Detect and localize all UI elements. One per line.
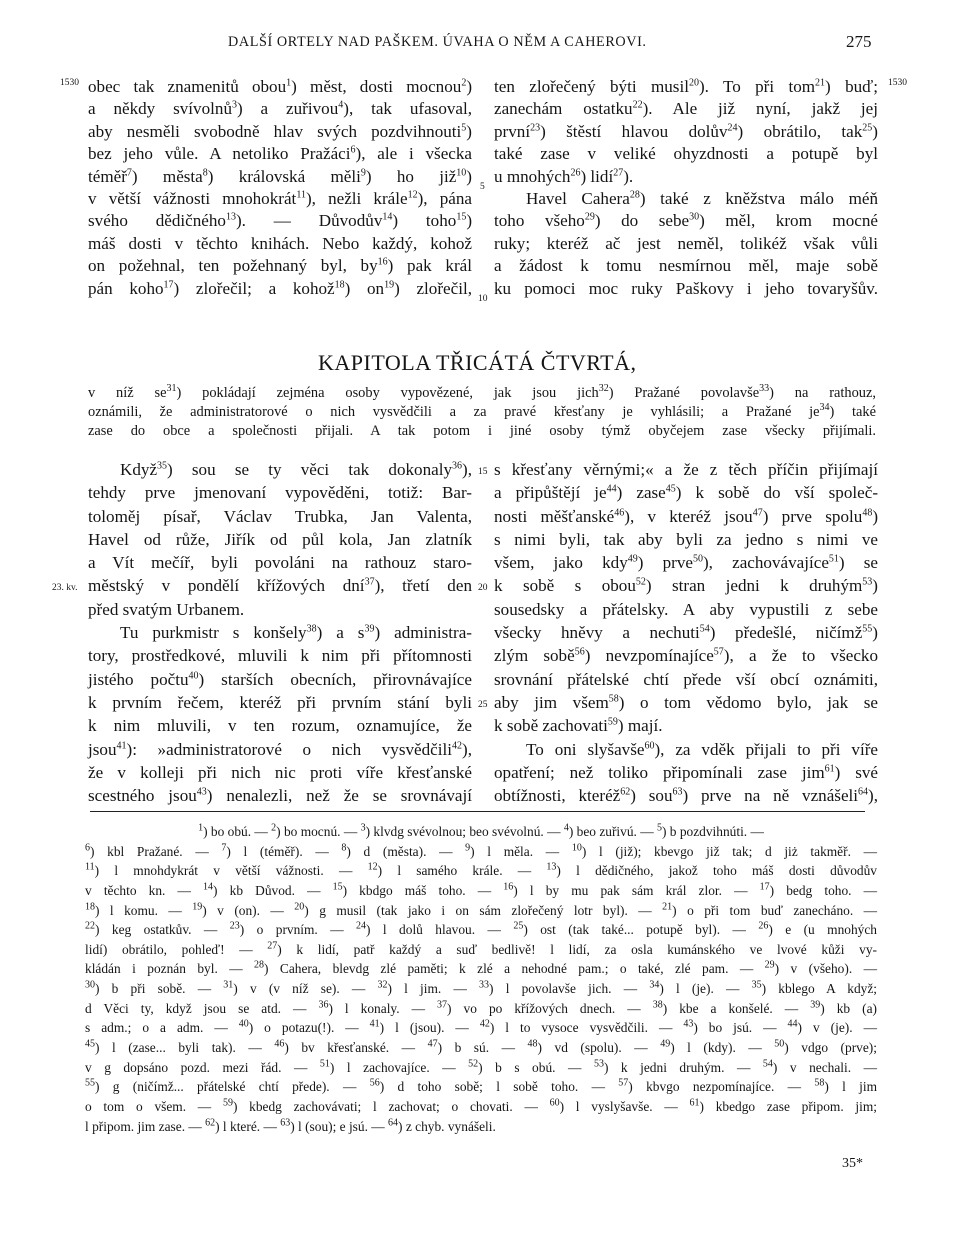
text-line: a Vít mečíř, byli povoláni na rathouz staro-: [88, 553, 472, 573]
footnote-line: kládán i poznán byl. — $^{28}$) Cahera, blevdg zlé paměti; k zlé a nehodné pam.; o také, zlé pam. — $^{29}$) v (všeho). —: [85, 960, 877, 977]
text-line: k sobě zachovati$^{59}$) mají.: [494, 716, 663, 736]
chapter-summary: [88, 384, 876, 441]
footnotes: [85, 822, 877, 1136]
margin-line-number: 15: [478, 467, 488, 477]
footnote-line: $^1$) bo obú. — $^2$) bo mocnú. — $^3$) klvdg svévolnou; beo svévolnú. — $^4$) beo zuřivú. — $^5$) b pozdvihnúti. —: [198, 822, 764, 839]
text-line: že v kolleji při nich nic proti víře křesťanské: [88, 762, 472, 782]
margin-line-number: 10: [478, 294, 488, 304]
footnote-line: s adm.; o a adm. — $^{40}$) o potazu(!). — $^{41}$) l (jsou). — $^{42}$) l to vysoce vysvědčili. — $^{43}$) bo jsú. — $^{44}$) v (je). —: [85, 1018, 877, 1036]
text-line: bez jeho vůle. A netoliko Pražáci$^6$), ale i všecka: [88, 144, 473, 164]
text-line: ten zlořečený býti musil$^{20}$). To při tom$^{21}$) buď;: [494, 77, 878, 96]
text-line: a připůštějí $je^{44}$) zase$^{45}$) k sobě do vší společ-: [494, 483, 879, 503]
footnote-line: $^{45}$) l (zase... byli tak). — $^{46}$) bv křesťanské. — $^{47}$) b sú. — $^{48}$) vd (spolu). — $^{49}$) l (kdy). — $^{50}$) vdgo (prve);: [85, 1038, 877, 1056]
margin-line-number: 5: [480, 182, 485, 192]
text-line: srovnání přátelské chtí přede vší obcí oznámiti,: [494, 669, 878, 689]
text-line: máš dosti v těchto knihách. Nebo každý, kohož: [88, 233, 472, 253]
footnote-line: $^{22}$) keg ostatkův. — $^{23}$) o prvním. — $^{24}$) l dolů hlavou. — $^{25}$) ost (tak také... potupě byl). — $^{26}$) e (u mnohých: [85, 920, 877, 938]
text-line: toloměj písař, Václav Trubka, Jan Valenta,: [88, 506, 472, 526]
text-line: také zase v veliké ohyzdnosti a potupě byl: [494, 144, 878, 164]
text-line: jsou$^{41}$): »administratorové o nich vysvědčili$^{42}$),: [88, 739, 472, 759]
text-line: s křesťany věrnými;« a že z těch příčin přijímají: [494, 460, 878, 479]
signature-mark: 35*: [842, 1156, 863, 1171]
text-line: sousedsky a přátelsky. A aby vypustili z sebe: [494, 599, 878, 619]
text-line: k nim mluvili, v ten rozum, oznamujíce, že: [88, 716, 472, 736]
footnote-line: l připom. jim zase. — $^{62}$) l které. — $^{63}$) l (sou); e jsú. — $^{64}$) z chyb. vynášeli.: [85, 1117, 496, 1134]
text-line: s nimi byli, tak aby byli za jedno s nimi ve: [494, 529, 878, 549]
text-line: a žádost k tomu nesmírnou měl, maje sobě: [494, 256, 878, 276]
text-line: v větší vážnosti mnohokrát$^{11}$), nežli krále$^{12}$), pána: [88, 188, 472, 208]
summary-line: zase do obce a společnosti přijali. A tak potom i jiné osoby týmž obyčejem zase všecky přijímali.: [88, 423, 876, 439]
text-line: k prvním řečem, kteréž při prvním stání byli: [88, 692, 472, 712]
footnote-line: $^{18}$) l komu. — $^{19}$) v (on). — $^{20}$) g musil (tak jako i on sám zlořečený lotr byl). — $^{21}$) o při tom buď zanecháno. —: [85, 901, 878, 918]
footnote-line: $^{55}$) g (ničímž... přátelské chtí přede). — $^{56}$) d toho sobě; l sobě toho. — $^{57}$) kbvgo nezpomínajíce. — $^{58}$) l jim: [85, 1077, 878, 1095]
section1-left-column: [88, 76, 472, 300]
summary-line: v níž $se^{31}$) pokládají zejména osoby vypovězené, jak jsou jich$^{32}$) Pražané povolavše$^{33}$) na rathouz,: [88, 383, 876, 401]
text-line: ruky; kteréž ač jest neměl, tolikéž však vůli: [494, 233, 878, 253]
section1-right-column: [494, 76, 878, 300]
text-line: u mnohých$^{26}$) lidí$^{27}$).: [494, 166, 634, 186]
text-line: tory, prostředkové, mluvili k nim při přítomnosti: [88, 646, 472, 666]
text-line: tehdy prve jmenovaní vypověděni, totiž: Bar-: [88, 483, 472, 503]
page-number: 275: [846, 32, 872, 51]
text-line: obtížnosti, kteréž$^{62}$) sou$^{63}$) prve na ně vznášeli$^{64}$),: [494, 786, 878, 806]
margin-line-number: 20: [478, 583, 488, 593]
text-line: a někdy svívolnů$^3$) a zuřivou$^4$), tak ufasoval,: [88, 99, 473, 119]
text-line: on požehnal, ten požehnaný byl, $by^{16}$) pak král: [88, 256, 472, 276]
footnote-line: v g dopsáno pozd. mezi řád. — $^{51}$) l zachovajíce. — $^{52}$) b s obú. — $^{53}$) k jedni druhým. — $^{54}$) v nechali. —: [85, 1058, 877, 1075]
text-line: zlým sobě$^{56}$) nevzpomínajíce$^{57}$), a že to všecko: [494, 646, 878, 666]
text-line: Tu purkmistr s konšely$^{38}$) a $s^{39}$) administra-: [120, 623, 472, 643]
text-line: před svatým Urbanem.: [88, 599, 245, 619]
section2-left-column: [88, 458, 472, 807]
running-title: DALŠÍ ORTELY NAD PAŠKEM. ÚVAHA O NĚM A CAHEROVI.: [228, 34, 647, 50]
text-line: první$^{23}$) štěstí hlavou dolův$^{24}$) obrátilo, tak$^{25}$): [494, 121, 878, 141]
text-line: všecky hněvy a nechuti$^{54}$) předešlé, ničímž$^{55}$): [494, 623, 878, 643]
text-line: opatření; než toliko připomínali zase jim$^{61}$) své: [494, 762, 878, 782]
footnote-line: $^{11}$) l mnohdykrát v větší vážnosti. — $^{12}$) l samého krále. — $^{13}$) l dědičného, jakož toho máš dosti důvodův: [85, 861, 877, 879]
text-line: všem, jako kdy$^{49}$) prve$^{50}$), zachovávajíce$^{51}$) se: [494, 553, 878, 573]
text-line: Když$^{35}$) sou se ty věci tak dokonaly$^{36}$),: [120, 460, 472, 479]
chapter-title: KAPITOLA TŘICÁTÁ ČTVRTÁ,: [318, 350, 637, 375]
text-line: To oni slyšavše$^{60}$), za vděk přijali to při víře: [526, 739, 878, 759]
text-line: jistého počtu$^{40}$) starších obecních, přirovnávajíce: [88, 669, 472, 689]
footnote-divider: [90, 811, 865, 812]
text-line: k sobě s obou$^{52}$) stran jedni k druhým$^{53}$): [494, 576, 878, 596]
footnote-line: $^{30}$) b při sobě. — $^{31}$) v (v níž se). — $^{32}$) l jim. — $^{33}$) l povolavše jich. — $^{34}$) l (je). — $^{35}$) kblego A když;: [85, 979, 878, 997]
text-line: zanechám ostatku$^{22}$). Ale již nyní, jakž jej: [494, 99, 879, 119]
text-line: Havel Cahera$^{28}$) také z kněžstva málo méň: [526, 188, 878, 208]
footnote-line: $^6$) kbl Pražané. — $^7$) l (téměř). — $^8$) d (města). — $^9$) l měla. — $^{10}$) l (již); kbevgo již tak; d jiż takměř. —: [85, 842, 877, 859]
margin-year-left: 1530: [60, 78, 79, 88]
text-line: aby nesměli svobodně hlav svých pozdvihnouti$^5$): [88, 121, 472, 141]
text-line: městský v pondělí křížových dní$^{37}$), třetí den: [88, 576, 472, 596]
footnote-line: v těchto kn. — $^{14}$) kb Důvod. — $^{15}$) kbdgo máš toho. — $^{16}$) l by mu pak sám král zlor. — $^{17}$) bedg toho. —: [85, 881, 878, 898]
margin-line-number: 25: [478, 700, 488, 710]
footnote-line: lidí) obrátilo, pohleď! — $^{27}$) k lidí, patř každý a suď bedlivě! l lidí, za osla kumánského ve lvové kůži vy-: [85, 940, 877, 957]
text-line: téměř$^7$) města$^8$) královská měli$^9$) ho již$^{10}$): [88, 166, 472, 186]
text-line: ku pomoci moc ruky Paškovy i jeho tovaryšův.: [494, 278, 878, 298]
margin-date-note: 23. kv.: [52, 583, 78, 593]
text-line: pán koho$^{17}$) zlořečil; a kohož$^{18}$) $on^{19}$) zlořečil,: [88, 278, 472, 298]
margin-year-right: 1530: [888, 78, 907, 88]
text-line: obec tak znamenitů obou$^1$) měst, dosti mocnou$^2$): [88, 77, 473, 96]
footnote-line: d Věci ty, když jsou se atd. — $^{36}$) l konaly. — $^{37}$) vo po křížových dnech. — $^{38}$) kbe a konšelé. — $^{39}$) kb (a): [85, 999, 877, 1016]
text-line: scestného jsou$^{43}$) nenalezli, než že se srovnávají: [88, 786, 472, 806]
text-line: aby jim všem$^{58}$) o tom vědomo bylo, jak se: [494, 692, 878, 712]
section2-right-column: [494, 458, 878, 807]
summary-line: oznámili, že administratorové o nich vysvědčili a za pravé křesťany je vyhlásili; a Pražané $je^{34}$) také: [88, 402, 876, 420]
text-line: toho všeho$^{29}$) do sebe$^{30}$) měl, krom mocné: [494, 211, 878, 231]
text-line: Havel od růže, Jiřík od půl kola, Jan zlatník: [88, 529, 472, 549]
footnote-line: o tom o všem. — $^{59}$) kbedg zachovávati; l zachovat; o chovati. — $^{60}$) l vyslyšavše. — $^{61}$) kbedgo zase připom. jim;: [85, 1097, 877, 1114]
text-line: nosti měšťanské$^{46}$), v kteréž jsou$^{47}$) prve spolu$^{48}$): [494, 506, 879, 526]
text-line: svého dědičného$^{13}$). — Důvodův$^{14}$) toho$^{15}$): [88, 211, 473, 231]
